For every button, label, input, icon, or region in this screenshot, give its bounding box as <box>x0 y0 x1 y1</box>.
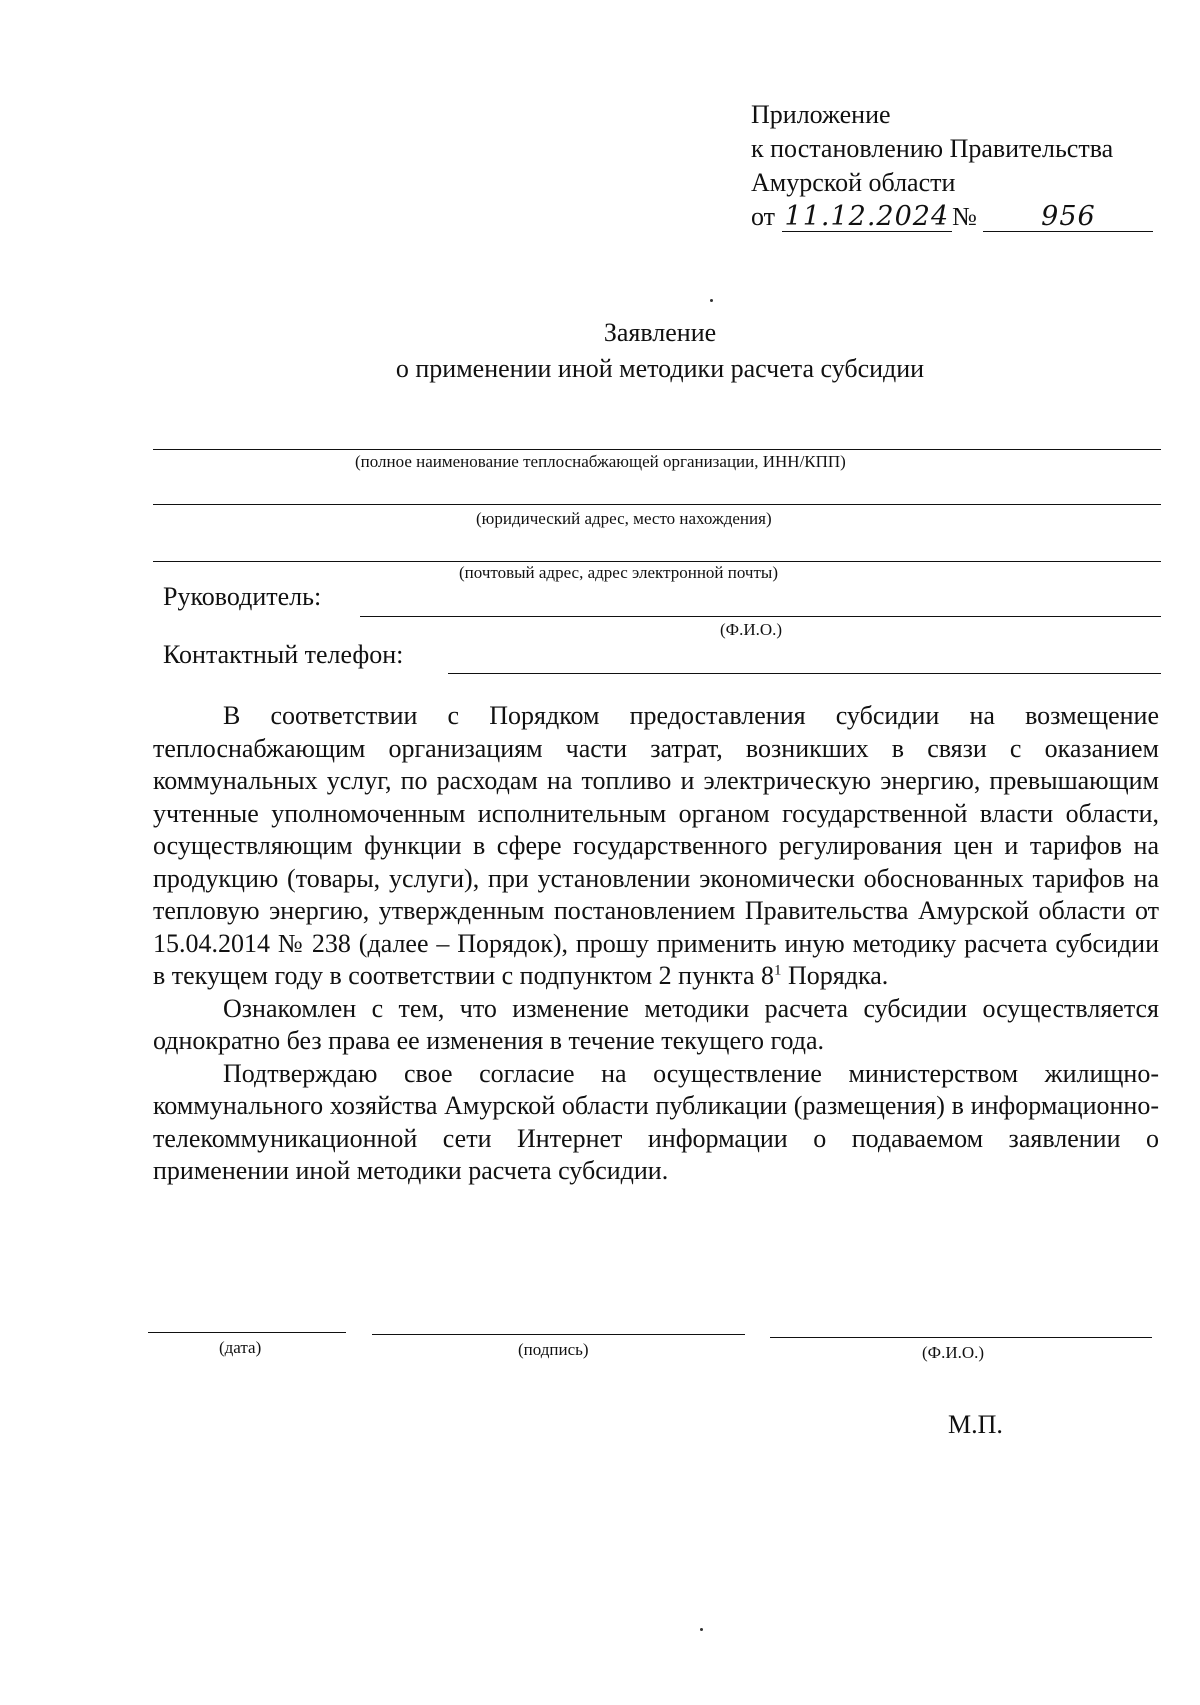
scan-speck <box>710 299 713 302</box>
paragraph-1-superscript: 1 <box>774 962 782 979</box>
appendix-line-3: Амурской области <box>751 168 956 197</box>
number-field <box>983 203 1153 232</box>
legal-address-blank-line <box>153 504 1161 505</box>
number-label: № <box>952 202 977 231</box>
director-label: Руководитель: <box>163 582 322 611</box>
document-subtitle: о применении иной методики расчета субсидии <box>395 354 925 383</box>
signature-blank-line <box>372 1334 745 1335</box>
director-caption: (Ф.И.О.) <box>720 620 783 639</box>
paragraph-1-end: Порядка. <box>781 961 889 990</box>
date-field <box>782 203 953 232</box>
legal-address-caption: (юридический адрес, место нахождения) <box>476 509 772 528</box>
director-blank-line <box>360 616 1161 617</box>
paragraph-2: Ознакомлен с тем, что изменение методики расчета субсидии осуществляется однократно без права ее изменения в течение текущего года. <box>153 993 1159 1055</box>
appendix-date-number-line <box>751 200 1171 234</box>
postal-address-blank-line <box>153 561 1161 562</box>
organization-caption: (полное наименование теплоснабжающей организации, ИНН/КПП) <box>355 452 846 471</box>
document-title: Заявление <box>603 318 717 347</box>
appendix-line-2: к постановлению Правительства <box>751 134 1114 163</box>
date-caption: (дата) <box>219 1338 262 1357</box>
phone-blank-line <box>448 673 1161 674</box>
signature-caption: (подпись) <box>518 1340 589 1359</box>
paragraph-3: Подтверждаю свое согласие на осуществление министерством жилищно-коммунального хозяйства Амурской области публикации (размещения) в информационно-телекоммуникационной сети Интернет информации о подаваемом заявлении о применении иной методики расчета субсидии. <box>153 1058 1159 1185</box>
from-label: от <box>751 202 776 231</box>
stamp-place-label: М.П. <box>948 1410 1003 1439</box>
paragraph-1 <box>153 700 1159 993</box>
appendix-block <box>751 98 1171 234</box>
date-blank-line <box>148 1332 346 1333</box>
appendix-line-1: Приложение <box>751 100 891 129</box>
name-blank-line <box>770 1337 1152 1338</box>
phone-label: Контактный телефон: <box>163 640 404 669</box>
handwritten-date: 11.12.2024 <box>784 201 950 232</box>
scan-speck <box>700 1628 703 1631</box>
body-text <box>153 700 1159 1188</box>
organization-blank-line <box>153 449 1161 450</box>
handwritten-number: 956 <box>1041 201 1096 232</box>
paragraph-1-main: В соответствии с Порядком предоставления субсидии на возмещение теплоснабжающим организациям части затрат, возникших в связи с оказанием коммунальных услуг, по расходам на топливо и электрическую энергию, превышающим учтенные уполномоченным исполнительным органом государственной власти области, осуществляющим функции в сфере государственного регулирования цен и тарифов на продукцию (товары, услуги), при установлении экономически обоснованных тарифов на тепловую энергию, утвержденным постановлением Правительства Амурской области от 15.04.2014 № 238 (далее – Порядок), прошу применить иную методику расчета субсидии в текущем году в соответствии с подпунктом 2 пункта 8 <box>153 701 1159 990</box>
name-caption: (Ф.И.О.) <box>922 1343 985 1362</box>
postal-address-caption: (почтовый адрес, адрес электронной почты) <box>459 563 778 582</box>
